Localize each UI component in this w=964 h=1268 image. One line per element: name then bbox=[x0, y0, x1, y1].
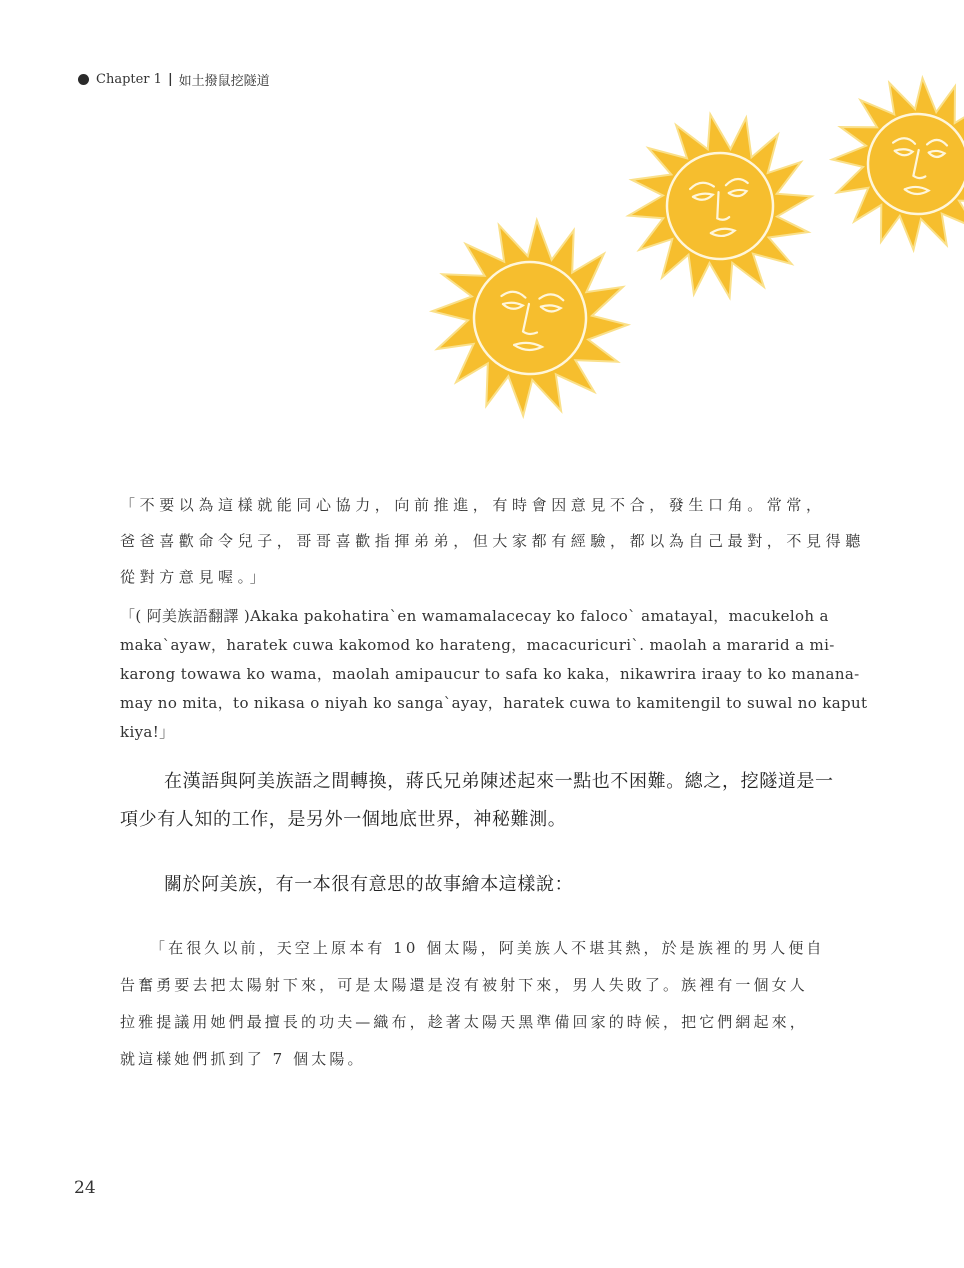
quote-line: may no mita，to nikasa o niyah ko sanga`ayay，haratek cuwa to kamitengil to suwal no kaput bbox=[120, 694, 868, 712]
quote-chinese bbox=[120, 487, 865, 595]
quote-line: maka`ayaw，haratek cuwa kakomod ko harateng，macacuricuri`. maolah a mararid a mi- bbox=[120, 636, 835, 654]
paragraph-line: 項少有人知的工作，是另外一個地底世界，神秘難測。 bbox=[120, 809, 567, 830]
chapter-title: 如土撥鼠挖隧道 bbox=[178, 74, 270, 89]
quote-line: kiya!」 bbox=[120, 723, 175, 741]
quote-line: 告奮勇要去把太陽射下來，可是太陽還是沒有被射下來，男人失敗了。族裡有一個女人 bbox=[120, 976, 808, 994]
paragraph-line: 關於阿美族，有一本很有意思的故事繪本這樣說： bbox=[164, 874, 574, 895]
sun-icon bbox=[425, 213, 634, 422]
body-paragraph bbox=[120, 866, 850, 904]
quote-story bbox=[120, 930, 850, 1078]
quote-line: 「不要以為這樣就能同心協力，向前推進，有時會因意見不合，發生口角。常常， bbox=[120, 496, 826, 514]
paragraph-line: 在漢語與阿美族語之間轉換，蔣氏兄弟陳述起來一點也不困難。總之，挖隧道是一 bbox=[164, 771, 834, 792]
body-paragraph bbox=[120, 763, 850, 839]
chapter-label: Chapter 1 bbox=[96, 72, 162, 87]
sun-icon bbox=[619, 105, 821, 307]
page-number: 24 bbox=[74, 1178, 96, 1198]
quote-line: 拉雅提議用她們最擅長的功夫—織布，趁著太陽天黑準備回家的時候，把它們網起來， bbox=[120, 1013, 808, 1031]
quote-line: 就這樣她們抓到了 7 個太陽。 bbox=[120, 1050, 366, 1068]
quote-line: 「( 阿美族語翻譯 )Akaka pakohatira`en wamamalacecay ko faloco` amatayal，macukeloh a bbox=[120, 607, 829, 625]
quote-amis-translation bbox=[120, 602, 868, 747]
quote-line: 「在很久以前，天空上原本有 10 個太陽，阿美族人不堪其熱，於是族裡的男人便自 bbox=[150, 939, 825, 957]
sun-illustration bbox=[0, 0, 964, 440]
quote-line: 爸爸喜歡命令兒子，哥哥喜歡指揮弟弟，但大家都有經驗，都以為自己最對，不見得聽 bbox=[120, 532, 865, 550]
header-separator: | bbox=[167, 72, 173, 87]
quote-line: karong towawa ko wama，maolah amipaucur to safa ko kaka，nikawrira iraay to ko manana- bbox=[120, 665, 860, 683]
sun-icon bbox=[828, 74, 964, 255]
quote-line: 從對方意見喔。」 bbox=[120, 568, 270, 586]
